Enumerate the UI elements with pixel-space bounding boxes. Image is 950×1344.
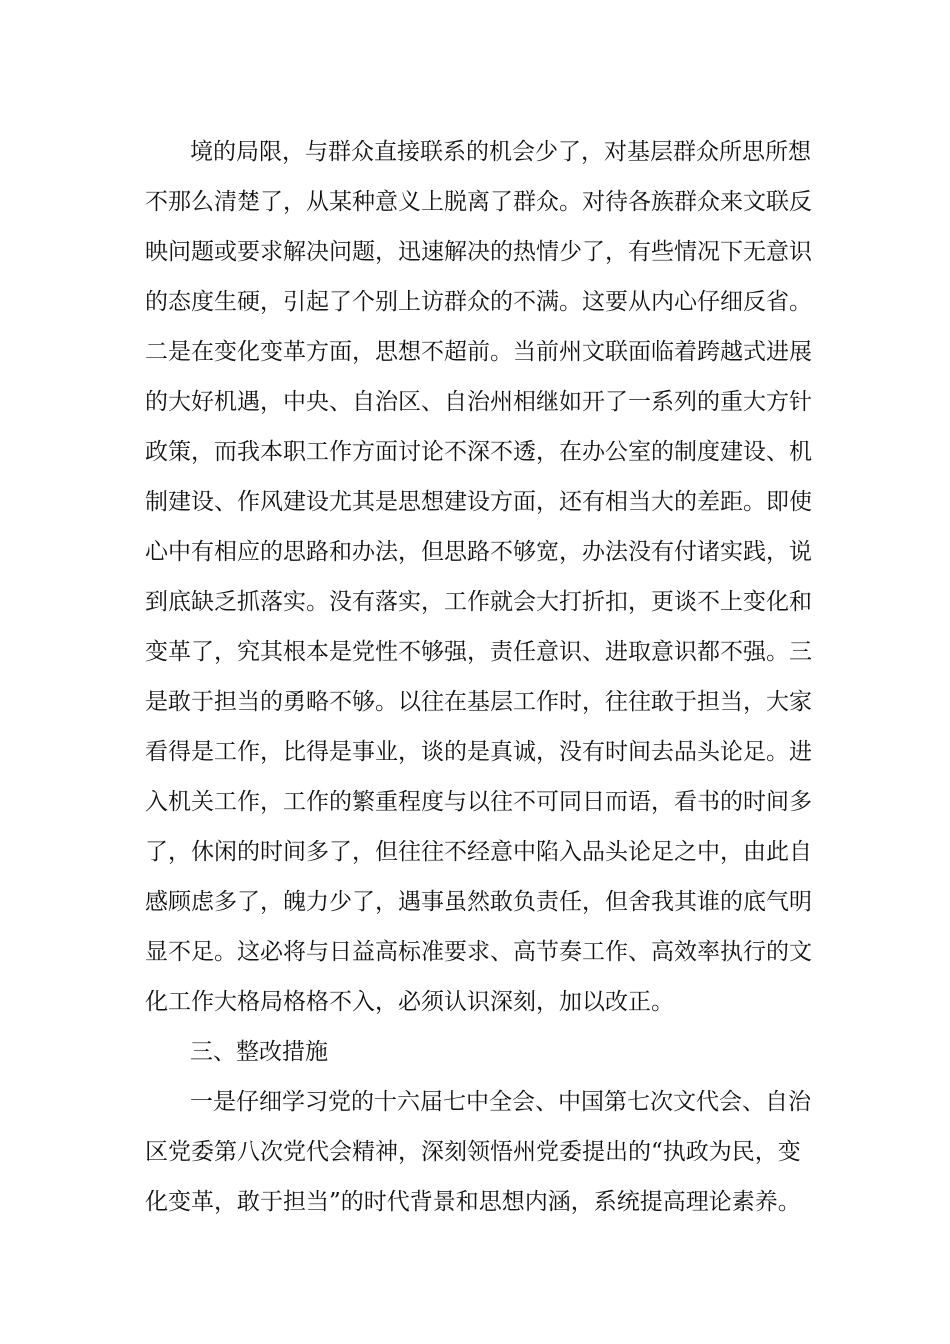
text-line-13: 看得是工作，比得是事业，谈的是真诚，没有时间去品头论足。进 [145,739,812,765]
text-line-21: 区党委第八次党代会精神，深刻领悟州党委提出的“执政为民，变 [145,1139,801,1165]
section-heading: 三、整改措施 [190,1039,328,1065]
text-line-12: 是敢于担当的勇略不够。以往在基层工作时，往往敢于担当，大家 [145,689,812,715]
text-line-18: 化工作大格局格格不入，必须认识深刻，加以改正。 [145,989,674,1015]
text-line-6: 的大好机遇，中央、自治区、自治州相继如开了一系列的重大方针 [145,389,812,415]
text-line-20: 一是仔细学习党的十六届七中全会、中国第七次文代会、自治 [190,1089,811,1115]
text-line-10: 到底缺乏抓落实。没有落实，工作就会大打折扣，更谈不上变化和 [145,589,812,615]
text-line-7: 政策，而我本职工作方面讨论不深不透，在办公室的制度建设、机 [145,439,812,465]
text-line-15: 了，休闲的时间多了，但往往不经意中陷入品头论足之中，由此自 [145,839,812,865]
text-line-5: 二是在变化变革方面，思想不超前。当前州文联面临着跨越式进展 [145,339,812,365]
text-line-3: 映问题或要求解决问题，迅速解决的热情少了，有些情况下无意识 [145,239,812,265]
text-line-22: 化变革，敢于担当”的时代背景和思想内涵，系统提高理论素养。 [145,1189,801,1215]
text-line-4: 的态度生硬，引起了个别上访群众的不满。这要从内心仔细反省。 [145,289,812,315]
text-line-1: 境的局限，与群众直接联系的机会少了，对基层群众所思所想 [190,139,811,165]
text-line-11: 变革了，究其根本是党性不够强，责任意识、进取意识都不强。三 [145,639,812,665]
text-line-9: 心中有相应的思路和办法，但思路不够宽，办法没有付诸实践，说 [145,539,812,565]
text-line-8: 制建设、作风建设尤其是思想建设方面，还有相当大的差距。即使 [145,489,812,515]
text-line-17: 显不足。这必将与日益高标准要求、高节奏工作、高效率执行的文 [145,939,812,965]
text-line-14: 入机关工作，工作的繁重程度与以往不可同日而语，看书的时间多 [145,789,812,815]
text-line-16: 感顾虑多了，魄力少了，遇事虽然敢负责任，但舍我其谁的底气明 [145,889,812,915]
text-line-2: 不那么清楚了，从某种意义上脱离了群众。对待各族群众来文联反 [145,189,812,215]
